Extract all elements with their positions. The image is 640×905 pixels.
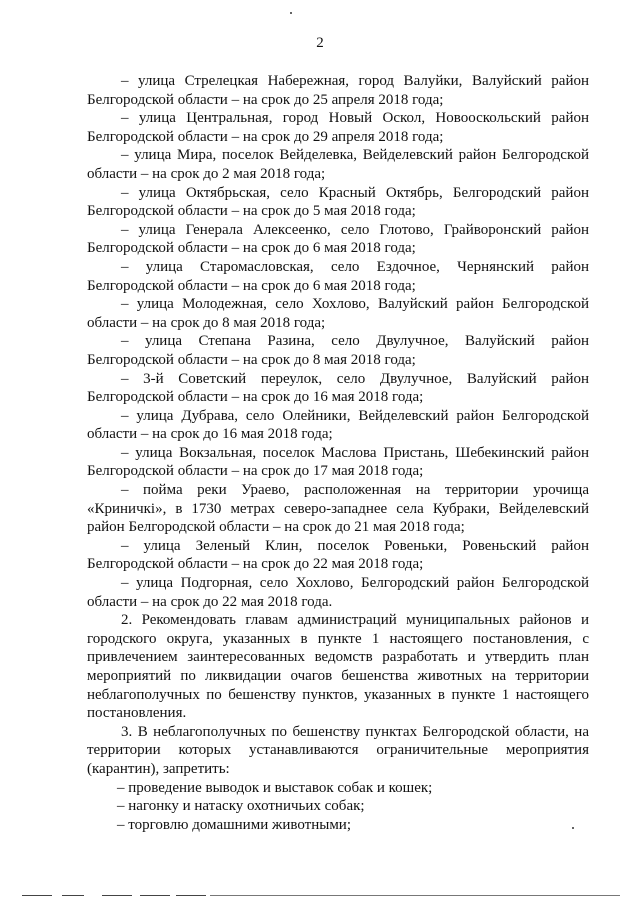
paragraph-item-4: – улица Октябрьская, село Красный Октябрь, Белгородский район Белгородской области – на срок до 5 мая 2018 года;	[87, 184, 589, 220]
prohibition-item-3: – торговлю домашними животными;	[117, 816, 352, 833]
footer-divider	[210, 895, 620, 896]
scan-speck	[572, 827, 574, 829]
scan-speck	[290, 12, 292, 14]
paragraph-clause-3: 3. В неблагополучных по бешенству пунктах Белгородской области, на территории которых устанавливаются ограничительные мероприятия (карантин), запретить:	[87, 723, 589, 777]
document-body	[87, 72, 589, 834]
footer-divider	[62, 895, 84, 896]
paragraph-item-2: – улица Центральная, город Новый Оскол, Новооскольский район Белгородской области – на срок до 29 апреля 2018 года;	[87, 110, 589, 145]
footer-divider	[102, 895, 132, 896]
page-number: 2	[316, 35, 324, 51]
paragraph-item-6: – улица Старомасловская, село Ездочное, Чернянский район Белгородской области – на срок до 6 мая 2018 года;	[87, 258, 589, 294]
paragraph-item-11: – улица Вокзальная, поселок Маслова Пристань, Шебекинский район Белгородской области – на срок до 17 мая 2018 года;	[87, 444, 589, 480]
paragraph-item-1: – улица Стрелецкая Набережная, город Валуйки, Валуйский район Белгородской области – на срок до 25 апреля 2018 года;	[87, 73, 589, 108]
paragraph-item-7: – улица Молодежная, село Хохлово, Валуйский район Белгородской области – на срок до 8 мая 2018 года;	[87, 296, 589, 331]
footer-divider	[176, 895, 206, 896]
paragraph-item-9: – 3-й Советский переулок, село Двулучное, Валуйский район Белгородской области – на срок до 16 мая 2018 года;	[87, 370, 589, 406]
footer-divider	[140, 895, 170, 896]
paragraph-item-3: – улица Мира, поселок Вейделевка, Вейделевский район Белгородской области – на срок до 2 мая 2018 года;	[87, 147, 589, 182]
prohibition-item-2: – нагонку и натаску охотничьих собак;	[117, 798, 365, 815]
paragraph-item-8: – улица Степана Разина, село Двулучное, Валуйский район Белгородской области – на срок до 8 мая 2018 года;	[87, 333, 589, 368]
paragraph-item-5: – улица Генерала Алексеенко, село Глотово, Грайворонский район Белгородской области – на срок до 6 мая 2018 года;	[87, 221, 589, 257]
paragraph-item-13: – улица Зеленый Клин, поселок Ровеньки, Ровеньский район Белгородской области – на срок до 22 мая 2018 года;	[87, 537, 589, 573]
prohibition-item-1: – проведение выводок и выставок собак и кошек;	[117, 779, 433, 796]
paragraph-clause-2: 2. Рекомендовать главам администраций муниципальных районов и городского округа, указанных в пункте 1 настоящего постановления, с привлечением заинтересованных ведомств разработать и утвердить план мероприятий по ликвидации очагов бешенства животных на территории неблагополучных по бешенству пунктов, указанных в пункте 1 настоящего постановления.	[87, 612, 589, 722]
paragraph-item-10: – улица Дубрава, село Олейники, Вейделевский район Белгородской области – на срок до 16 мая 2018 года;	[87, 407, 589, 443]
paragraph-item-14: – улица Подгорная, село Хохлово, Белгородский район Белгородской области – на срок до 22 мая 2018 года.	[87, 575, 589, 610]
paragraph-item-12: – пойма реки Ураево, расположенная на территории урочища «Криничкi», в 1730 метрах северо-западнее села Кубраки, Вейделевский район Белгородской области – на срок до 21 мая 2018 года;	[87, 482, 589, 536]
footer-divider	[22, 895, 52, 896]
